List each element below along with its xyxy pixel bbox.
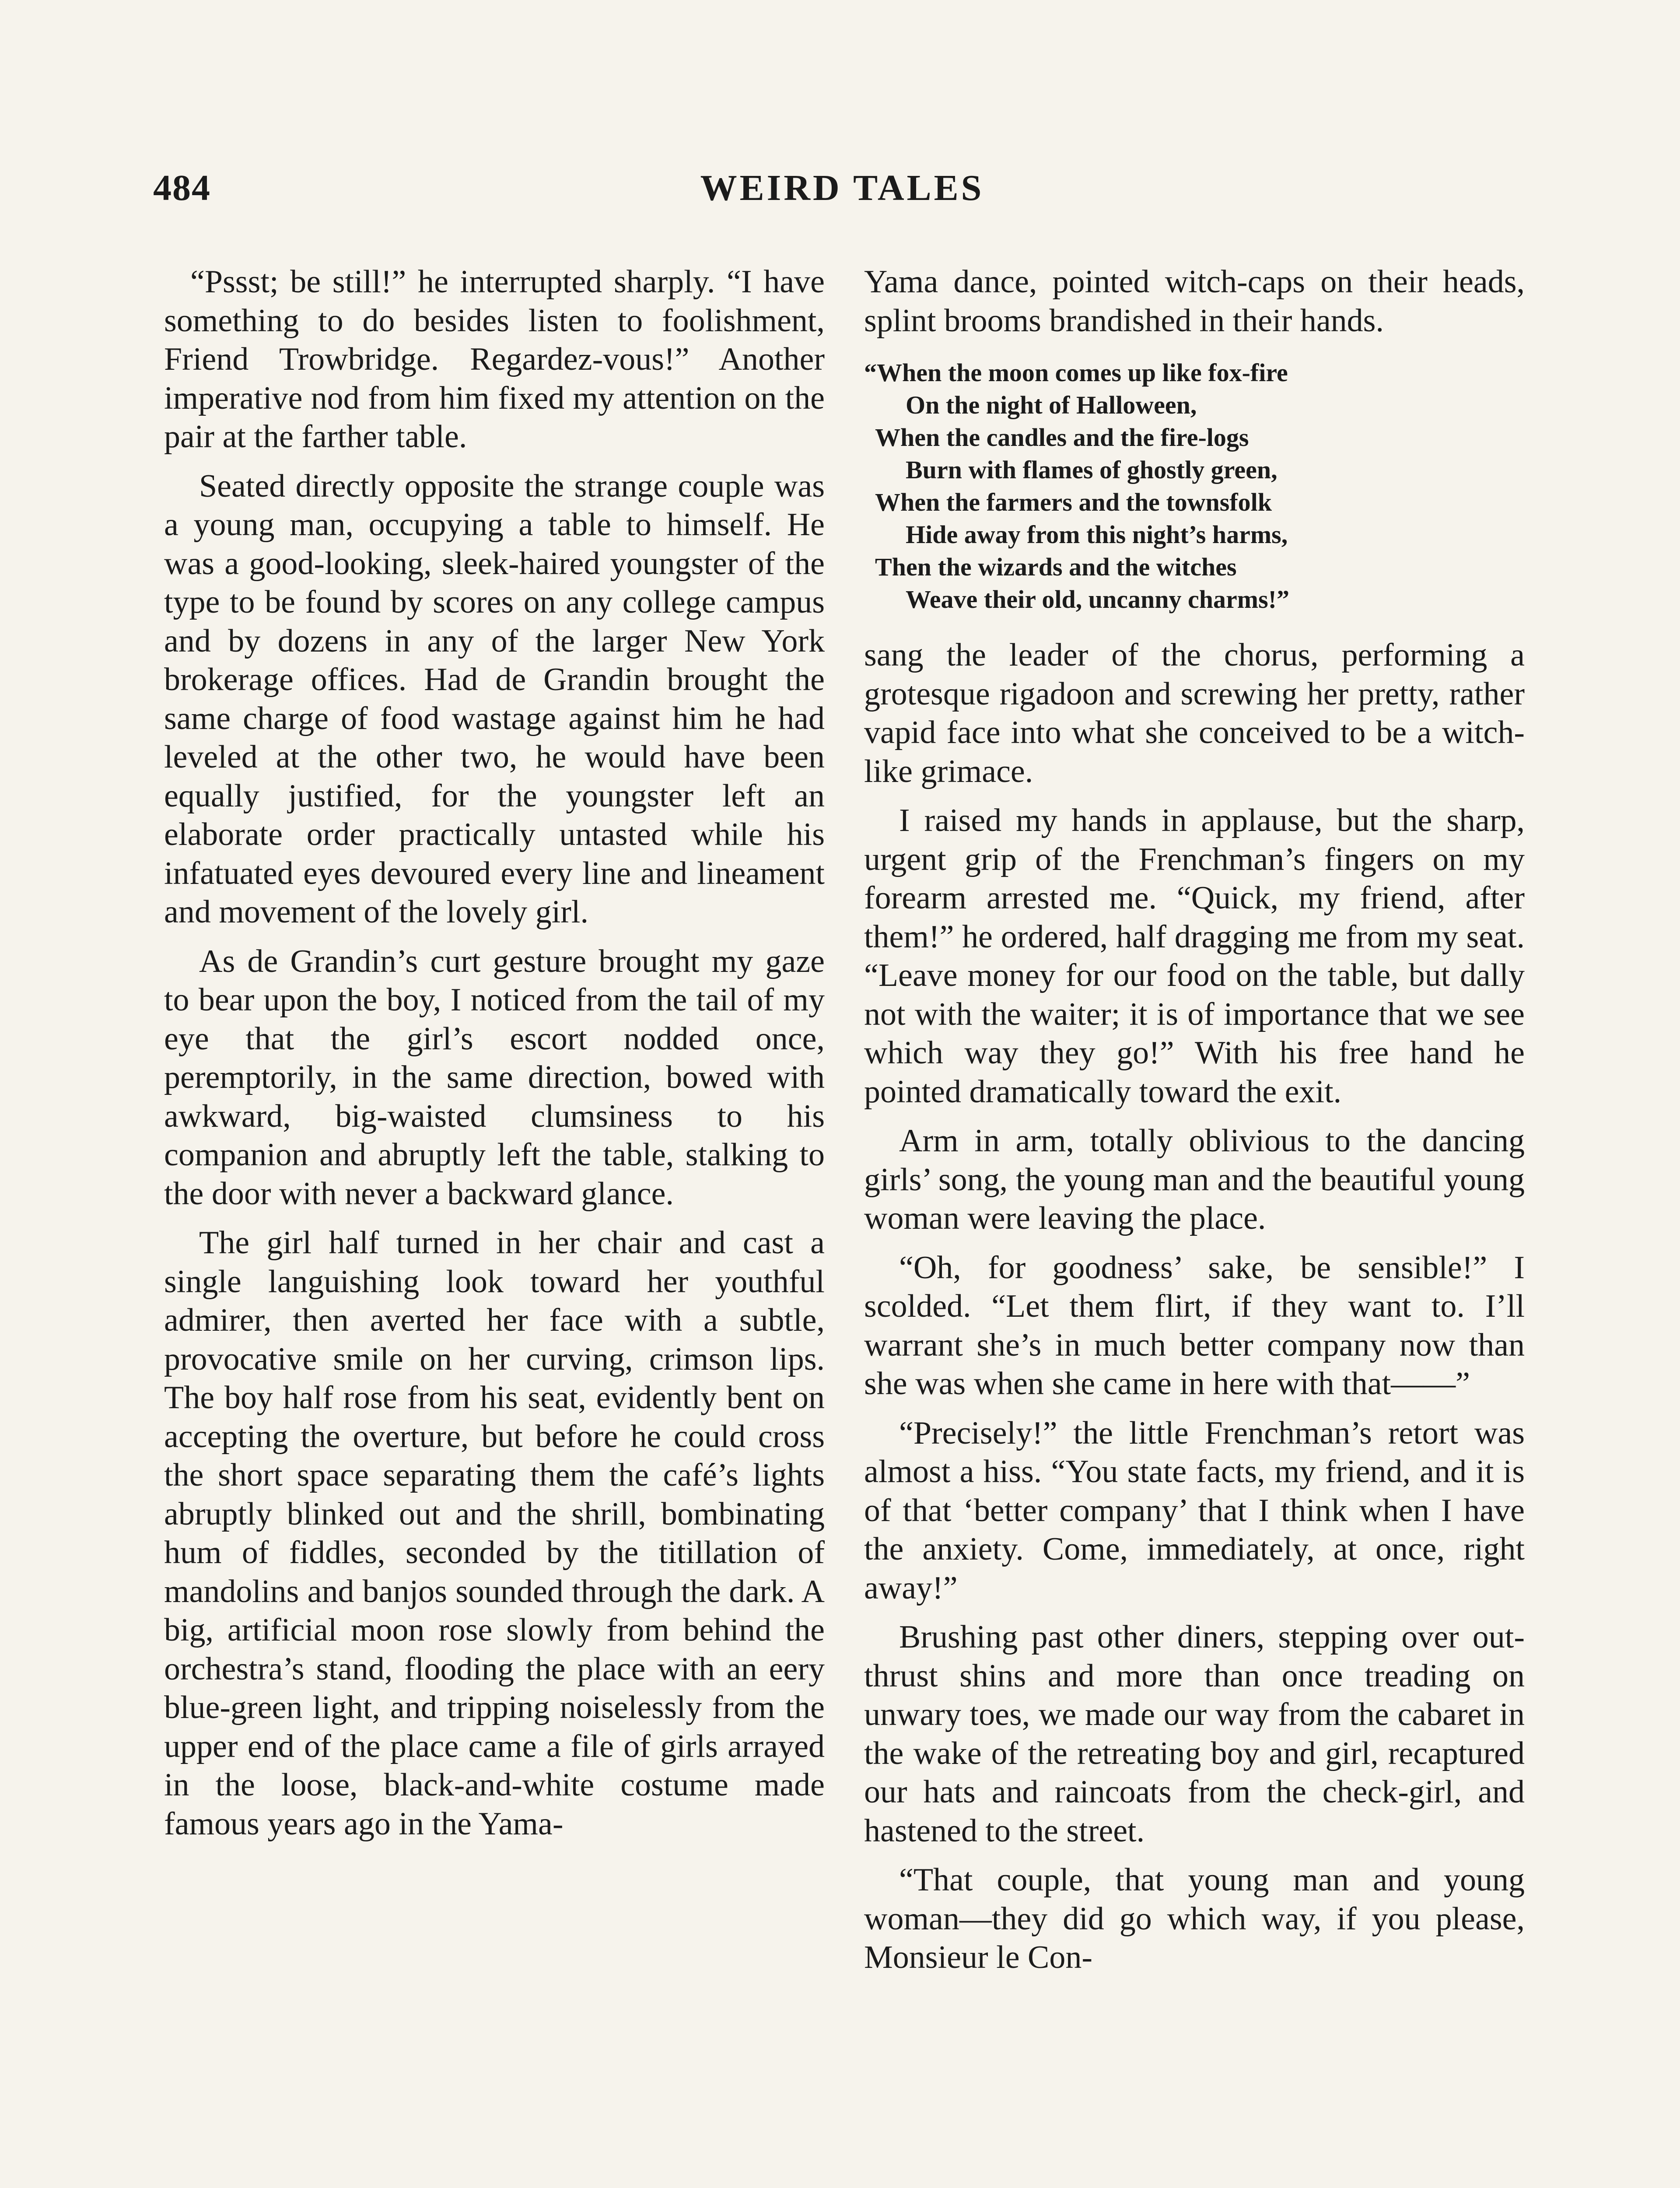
paragraph: “Oh, for goodness’ sake, be sensible!” I scolded. “Let them flirt, if they want to. I’ll warrant she’s in much better company now than she was when she came in here with that——” (864, 1249, 1525, 1402)
left-column (164, 263, 825, 1854)
page-header (153, 158, 1531, 219)
poem-line: Hide away from this night’s harms, (906, 520, 1288, 549)
poem-line: Then the wizards and the witches (875, 553, 1237, 581)
page-number: 484 (153, 168, 211, 208)
right-column (864, 263, 1525, 1988)
poem (864, 357, 1525, 616)
running-title: WEIRD TALES (700, 168, 984, 208)
paragraph: Arm in arm, totally oblivious to the dancing girls’ song, the young man and the beautiful young woman were leaving the place. (864, 1123, 1525, 1236)
paragraph: “Pssst; be still!” he interrupted sharply. “I have something to do besides listen to foolishment, Friend Trowbridge. Regardez-vous!” Another imperative nod from him fixed my attention on the pair at the farther table. (164, 264, 825, 455)
poem-line: Burn with flames of ghostly green, (906, 456, 1278, 484)
paragraph: The girl half turned in her chair and cast a single languishing look toward her youthful admirer, then averted her face with a subtle, provocative smile on her curving, crimson lips. The boy half rose from his seat, evidently bent on accepting the overture, but before he could cross the short space separating them the café’s lights abruptly blinked out and the shrill, bombinating hum of fiddles, seconded by the titillation of mandolins and banjos sounded through the dark. A big, artificial moon rose slowly from behind the orchestra’s stand, flooding the place with an eery blue-green light, and tripping noiselessly from the upper end of the place came a file of girls arrayed in the loose, black-and-white costume made famous years ago in the Yama- (164, 1225, 825, 1842)
paragraph: I raised my hands in applause, but the sharp, urgent grip of the Frenchman’s fingers on my forearm arrested me. “Quick, my friend, after them!” he ordered, half dragging me from my seat. “Leave money for our food on the table, but dally not with the waiter; it is of importance that we see which way they go!” With his free hand he pointed dramatically toward the exit. (864, 803, 1525, 1110)
paragraph: sang the leader of the chorus, performing a grotesque rigadoon and screwing her pretty, rather vapid face into what she conceived to be a witch-like grimace. (864, 637, 1525, 789)
poem-line: “When the moon comes up like fox-fire (864, 358, 1288, 387)
poem-line: When the candles and the fire-logs (875, 423, 1249, 452)
poem-line: When the farmers and the townsfolk (875, 488, 1272, 516)
paragraph: “Precisely!” the little Frenchman’s retort was almost a hiss. “You state facts, my friend, and it is of that ‘better company’ that I think when I have the anxiety. Come, immediately, at once, right away!” (864, 1415, 1525, 1606)
paragraph: Yama dance, pointed witch-caps on their heads, splint brooms brandished in their hands. (864, 264, 1525, 339)
poem-line: On the night of Halloween, (906, 391, 1197, 419)
paragraph: “That couple, that young man and young woman—they did go which way, if you please, Monsieur le Con- (864, 1862, 1525, 1975)
paragraph: Seated directly opposite the strange couple was a young man, occupying a table to himself. He was a good-looking, sleek-haired youngster of the type to be found by scores on any college campus and by dozens in any of the larger New York brokerage offices. Had de Grandin brought the same charge of food wastage against him he had leveled at the other two, he would have been equally justified, for the youngster left an elaborate order practically untasted while his infatuated eyes devoured every line and lineament and movement of the lovely girl. (164, 468, 825, 930)
poem-line: Weave their old, uncanny charms!” (906, 585, 1289, 614)
paragraph: Brushing past other diners, stepping over out-thrust shins and more than once treading on unwary toes, we made our way from the cabaret in the wake of the retreating boy and girl, recaptured our hats and raincoats from the check-girl, and hastened to the street. (864, 1619, 1525, 1849)
paragraph: As de Grandin’s curt gesture brought my gaze to bear upon the boy, I noticed from the tail of my eye that the girl’s escort nodded once, peremptorily, in the same direction, bowed with awkward, big-waisted clumsiness to his companion and abruptly left the table, stalking to the door with never a backward glance. (164, 943, 825, 1212)
